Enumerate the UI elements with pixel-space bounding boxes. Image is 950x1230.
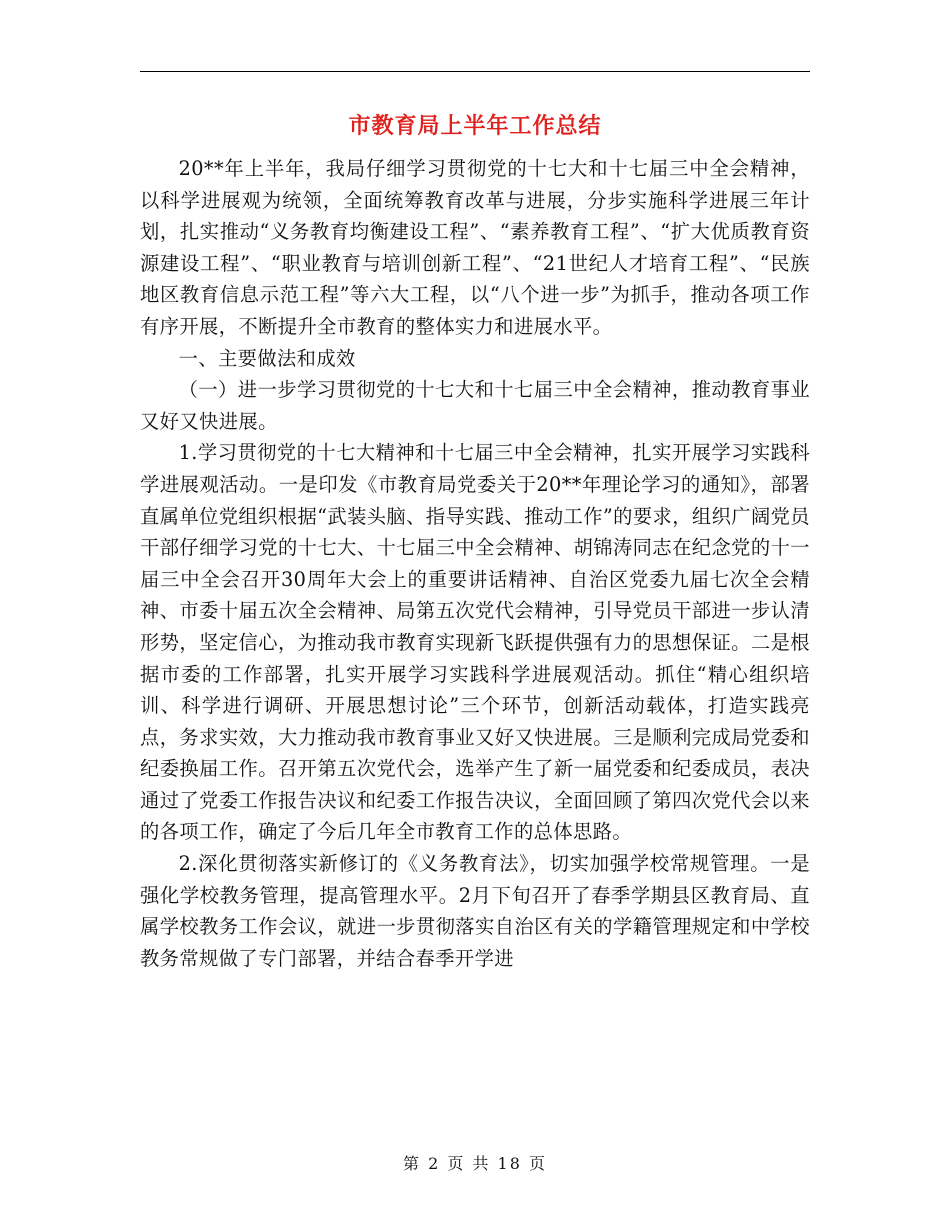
- header-rule: [140, 71, 810, 72]
- paragraph-item-2: 2.深化贯彻落实新修订的《义务教育法》，切实加强学校常规管理。一是强化学校教务管理，提高管理水平。2月下旬召开了春季学期县区教育局、直属学校教务工作会议，就进一步贯彻落实自治区有关的学籍管理规定和中学校教务常规做了专门部署，并结合春季开学进: [140, 852, 810, 970]
- document-body: [140, 153, 810, 974]
- document-title: 市教育局上半年工作总结: [348, 113, 602, 139]
- page-number-footer: 第 2 页 共 18 页: [403, 1154, 547, 1173]
- section-heading-main-practices: 一、主要做法和成效: [178, 346, 356, 370]
- subsection-heading-1: （一）进一步学习贯彻党的十七大和十七届三中全会精神，推动教育事业又好又快进展。: [140, 378, 810, 433]
- paragraph-item-1: 1.学习贯彻党的十七大精神和十七届三中全会精神，扎实开展学习实践科学进展观活动。一是印发《市教育局党委关于20**年理论学习的通知》，部署直属单位党组织根据“武装头脑、指导实践、推动工作”的要求，组织广阔党员干部仔细学习党的十七大、十七届三中全会精神、胡锦涛同志在纪念党的十一届三中全会召开30周年大会上的重要讲话精神、自治区党委九届七次全会精神、市委十届五次全会精神、局第五次党代会精神，引导党员干部进一步认清形势，坚定信心，为推动我市教育实现新飞跃提供强有力的思想保证。二是根据市委的工作部署，扎实开展学习实践科学进展观活动。抓住“精心组织培训、科学进行调研、开展思想讨论”三个环节，创新活动载体，打造实践亮点，务求实效，大力推动我市教育事业又好又快进展。三是顺利完成局党委和纪委换届工作。召开第五次党代会，选举产生了新一届党委和纪委成员，表决通过了党委工作报告决议和纪委工作报告决议，全面回顾了第四次党代会以来的各项工作，确定了今后几年全市教育工作的总体思路。: [140, 441, 810, 844]
- paragraph-intro: 20**年上半年，我局仔细学习贯彻党的十七大和十七届三中全会精神，以科学进展观为统领，全面统筹教育改革与进展，分步实施科学进展三年计划，扎实推动“义务教育均衡建设工程”、“素养教育工程”、“扩大优质教育资源建设工程”、“职业教育与培训创新工程”、“21世纪人才培育工程”、“民族地区教育信息示范工程”等六大工程，以“八个进一步”为抓手，推动各项工作有序开展，不断提升全市教育的整体实力和进展水平。: [140, 157, 810, 338]
